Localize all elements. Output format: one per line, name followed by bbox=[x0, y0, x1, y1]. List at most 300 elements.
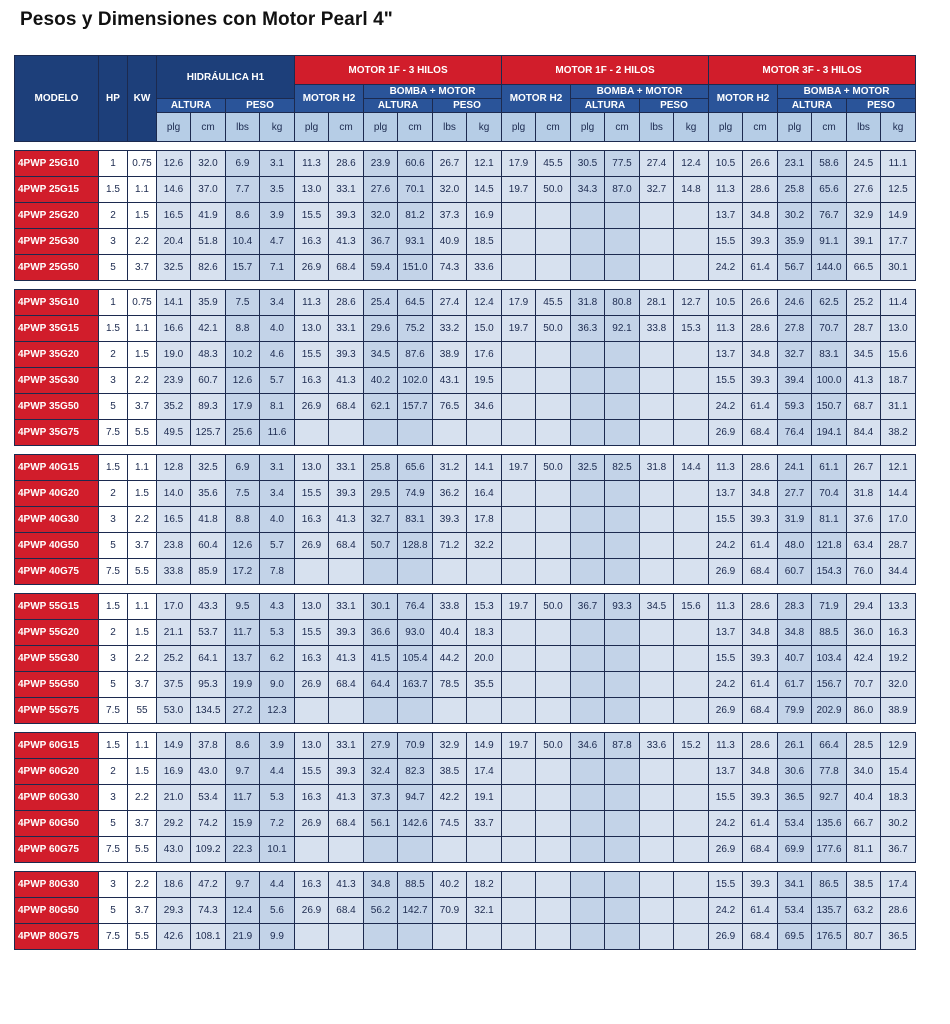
value-cell: 4.0 bbox=[260, 316, 295, 342]
value-cell: 68.4 bbox=[329, 898, 364, 924]
value-cell bbox=[536, 620, 571, 646]
value-cell bbox=[571, 342, 605, 368]
value-cell: 150.7 bbox=[812, 394, 847, 420]
value-cell bbox=[674, 924, 709, 950]
value-cell: 29.4 bbox=[847, 594, 881, 620]
value-cell: 39.3 bbox=[743, 872, 778, 898]
value-cell: 1.5 bbox=[99, 733, 128, 759]
value-cell: 142.7 bbox=[398, 898, 433, 924]
value-cell: 3 bbox=[99, 507, 128, 533]
value-cell: 5.5 bbox=[128, 837, 157, 863]
value-cell: 64.4 bbox=[364, 672, 398, 698]
value-cell bbox=[640, 507, 674, 533]
table-row bbox=[15, 368, 916, 394]
value-cell: 53.0 bbox=[157, 698, 191, 724]
value-cell: 3.5 bbox=[260, 177, 295, 203]
header-hidraulica: HIDRÁULICA H1 bbox=[157, 56, 295, 99]
table-row bbox=[15, 898, 916, 924]
value-cell bbox=[605, 646, 640, 672]
value-cell: 81.1 bbox=[812, 507, 847, 533]
value-cell: 25.2 bbox=[157, 646, 191, 672]
table-row bbox=[15, 342, 916, 368]
value-cell: 38.9 bbox=[433, 342, 467, 368]
value-cell: 19.7 bbox=[502, 455, 536, 481]
value-cell: 28.6 bbox=[329, 151, 364, 177]
model-cell: 4PWP 80G30 bbox=[15, 872, 99, 898]
value-cell: 14.1 bbox=[157, 290, 191, 316]
value-cell: 144.0 bbox=[812, 255, 847, 281]
value-cell bbox=[674, 203, 709, 229]
value-cell: 2.2 bbox=[128, 507, 157, 533]
value-cell bbox=[640, 672, 674, 698]
value-cell: 135.6 bbox=[812, 811, 847, 837]
value-cell bbox=[467, 559, 502, 585]
value-cell bbox=[398, 837, 433, 863]
table-row bbox=[15, 924, 916, 950]
value-cell: 68.4 bbox=[743, 559, 778, 585]
value-cell bbox=[605, 559, 640, 585]
value-cell: 21.1 bbox=[157, 620, 191, 646]
value-cell: 10.4 bbox=[226, 229, 260, 255]
value-cell: 26.9 bbox=[295, 898, 329, 924]
value-cell: 11.3 bbox=[295, 151, 329, 177]
header-bomba-motor: BOMBA + MOTOR bbox=[571, 85, 709, 99]
value-cell: 70.7 bbox=[847, 672, 881, 698]
value-cell: 81.1 bbox=[847, 837, 881, 863]
value-cell: 15.5 bbox=[295, 203, 329, 229]
value-cell bbox=[433, 420, 467, 446]
value-cell: 26.9 bbox=[295, 255, 329, 281]
value-cell: 41.3 bbox=[329, 507, 364, 533]
value-cell: 15.6 bbox=[881, 342, 916, 368]
header-altura: ALTURA bbox=[571, 99, 640, 113]
value-cell: 32.0 bbox=[881, 672, 916, 698]
value-cell: 11.3 bbox=[709, 594, 743, 620]
value-cell: 36.7 bbox=[881, 837, 916, 863]
value-cell: 2.2 bbox=[128, 872, 157, 898]
value-cell: 68.4 bbox=[329, 394, 364, 420]
value-cell: 7.5 bbox=[99, 837, 128, 863]
value-cell bbox=[502, 620, 536, 646]
value-cell: 27.6 bbox=[847, 177, 881, 203]
value-cell: 36.5 bbox=[778, 785, 812, 811]
value-cell: 16.3 bbox=[295, 872, 329, 898]
value-cell: 65.6 bbox=[398, 455, 433, 481]
value-cell: 3.1 bbox=[260, 151, 295, 177]
value-cell: 30.2 bbox=[778, 203, 812, 229]
value-cell: 39.4 bbox=[778, 368, 812, 394]
header-bomba-motor: BOMBA + MOTOR bbox=[778, 85, 916, 99]
value-cell: 61.4 bbox=[743, 533, 778, 559]
value-cell: 76.0 bbox=[847, 559, 881, 585]
value-cell: 41.3 bbox=[329, 785, 364, 811]
table-row bbox=[15, 811, 916, 837]
table-row bbox=[15, 229, 916, 255]
value-cell: 13.7 bbox=[709, 203, 743, 229]
value-cell: 42.4 bbox=[847, 646, 881, 672]
value-cell: 15.5 bbox=[295, 620, 329, 646]
value-cell bbox=[605, 507, 640, 533]
value-cell bbox=[295, 420, 329, 446]
value-cell bbox=[329, 698, 364, 724]
value-cell: 19.5 bbox=[467, 368, 502, 394]
value-cell bbox=[571, 533, 605, 559]
value-cell: 1.1 bbox=[128, 316, 157, 342]
value-cell: 32.9 bbox=[433, 733, 467, 759]
value-cell: 2 bbox=[99, 203, 128, 229]
table-row bbox=[15, 533, 916, 559]
unit-header-plg: plg bbox=[571, 113, 605, 142]
value-cell: 56.7 bbox=[778, 255, 812, 281]
value-cell: 60.6 bbox=[398, 151, 433, 177]
value-cell: 74.2 bbox=[191, 811, 226, 837]
value-cell bbox=[674, 229, 709, 255]
value-cell: 58.6 bbox=[812, 151, 847, 177]
value-cell: 13.7 bbox=[709, 759, 743, 785]
value-cell: 27.4 bbox=[640, 151, 674, 177]
value-cell: 14.4 bbox=[674, 455, 709, 481]
table-row bbox=[15, 620, 916, 646]
value-cell bbox=[467, 420, 502, 446]
value-cell bbox=[502, 698, 536, 724]
value-cell bbox=[398, 924, 433, 950]
value-cell bbox=[605, 394, 640, 420]
value-cell: 39.3 bbox=[743, 368, 778, 394]
model-cell: 4PWP 35G50 bbox=[15, 394, 99, 420]
value-cell: 4.4 bbox=[260, 759, 295, 785]
value-cell bbox=[674, 898, 709, 924]
value-cell: 32.5 bbox=[191, 455, 226, 481]
value-cell: 28.7 bbox=[881, 533, 916, 559]
value-cell: 26.1 bbox=[778, 733, 812, 759]
value-cell bbox=[398, 698, 433, 724]
value-cell: 15.6 bbox=[674, 594, 709, 620]
value-cell: 11.3 bbox=[295, 290, 329, 316]
value-cell: 27.7 bbox=[778, 481, 812, 507]
unit-header-cm: cm bbox=[329, 113, 364, 142]
value-cell: 17.9 bbox=[502, 151, 536, 177]
value-cell: 13.0 bbox=[295, 733, 329, 759]
value-cell bbox=[502, 872, 536, 898]
value-cell: 41.3 bbox=[329, 872, 364, 898]
value-cell: 1 bbox=[99, 290, 128, 316]
value-cell: 29.2 bbox=[157, 811, 191, 837]
value-cell: 35.9 bbox=[778, 229, 812, 255]
value-cell bbox=[605, 898, 640, 924]
value-cell bbox=[502, 533, 536, 559]
value-cell: 48.0 bbox=[778, 533, 812, 559]
value-cell: 39.3 bbox=[743, 646, 778, 672]
value-cell: 70.9 bbox=[398, 733, 433, 759]
value-cell: 15.3 bbox=[467, 594, 502, 620]
value-cell: 92.1 bbox=[605, 316, 640, 342]
value-cell: 74.9 bbox=[398, 481, 433, 507]
value-cell: 12.5 bbox=[881, 177, 916, 203]
value-cell: 16.3 bbox=[295, 646, 329, 672]
value-cell: 10.5 bbox=[709, 290, 743, 316]
value-cell: 27.6 bbox=[364, 177, 398, 203]
value-cell bbox=[605, 368, 640, 394]
value-cell: 92.7 bbox=[812, 785, 847, 811]
value-cell: 27.9 bbox=[364, 733, 398, 759]
value-cell: 82.3 bbox=[398, 759, 433, 785]
unit-header-lbs: lbs bbox=[847, 113, 881, 142]
unit-header-kg: kg bbox=[881, 113, 916, 142]
value-cell: 177.6 bbox=[812, 837, 847, 863]
value-cell: 39.3 bbox=[743, 507, 778, 533]
header-peso: PESO bbox=[640, 99, 709, 113]
value-cell bbox=[674, 507, 709, 533]
value-cell: 88.5 bbox=[398, 872, 433, 898]
value-cell: 6.9 bbox=[226, 151, 260, 177]
value-cell bbox=[295, 559, 329, 585]
value-cell: 5 bbox=[99, 811, 128, 837]
header-modelo: MODELO bbox=[15, 56, 99, 142]
value-cell bbox=[536, 533, 571, 559]
value-cell: 16.3 bbox=[295, 368, 329, 394]
model-cell: 4PWP 80G50 bbox=[15, 898, 99, 924]
value-cell: 33.2 bbox=[433, 316, 467, 342]
value-cell bbox=[536, 672, 571, 698]
value-cell: 1.5 bbox=[128, 203, 157, 229]
value-cell: 1.5 bbox=[128, 759, 157, 785]
value-cell bbox=[536, 898, 571, 924]
value-cell bbox=[571, 646, 605, 672]
unit-header-lbs: lbs bbox=[433, 113, 467, 142]
value-cell: 33.7 bbox=[467, 811, 502, 837]
value-cell: 39.3 bbox=[329, 759, 364, 785]
value-cell: 53.7 bbox=[191, 620, 226, 646]
value-cell: 11.3 bbox=[709, 733, 743, 759]
value-cell: 30.6 bbox=[778, 759, 812, 785]
value-cell: 87.0 bbox=[605, 177, 640, 203]
value-cell: 24.2 bbox=[709, 533, 743, 559]
table-row bbox=[15, 290, 916, 316]
value-cell bbox=[467, 698, 502, 724]
value-cell: 24.2 bbox=[709, 672, 743, 698]
value-cell bbox=[536, 229, 571, 255]
value-cell: 1.5 bbox=[99, 455, 128, 481]
value-cell: 68.4 bbox=[743, 420, 778, 446]
header-kw: KW bbox=[128, 56, 157, 142]
value-cell: 3 bbox=[99, 872, 128, 898]
value-cell: 12.4 bbox=[226, 898, 260, 924]
value-cell bbox=[536, 872, 571, 898]
value-cell: 9.5 bbox=[226, 594, 260, 620]
value-cell bbox=[536, 420, 571, 446]
value-cell: 35.5 bbox=[467, 672, 502, 698]
value-cell: 2 bbox=[99, 620, 128, 646]
value-cell bbox=[674, 559, 709, 585]
value-cell: 17.6 bbox=[467, 342, 502, 368]
table-row bbox=[15, 698, 916, 724]
value-cell: 7.8 bbox=[260, 559, 295, 585]
value-cell: 154.3 bbox=[812, 559, 847, 585]
value-cell: 33.6 bbox=[640, 733, 674, 759]
value-cell: 4.3 bbox=[260, 594, 295, 620]
model-cell: 4PWP 60G15 bbox=[15, 733, 99, 759]
value-cell: 9.0 bbox=[260, 672, 295, 698]
value-cell bbox=[571, 759, 605, 785]
value-cell bbox=[605, 872, 640, 898]
value-cell: 3 bbox=[99, 229, 128, 255]
value-cell: 10.5 bbox=[709, 151, 743, 177]
model-cell: 4PWP 40G20 bbox=[15, 481, 99, 507]
value-cell: 33.1 bbox=[329, 316, 364, 342]
value-cell bbox=[640, 924, 674, 950]
value-cell: 93.1 bbox=[398, 229, 433, 255]
value-cell: 16.3 bbox=[295, 507, 329, 533]
value-cell: 12.6 bbox=[226, 368, 260, 394]
unit-header-plg: plg bbox=[502, 113, 536, 142]
value-cell: 12.4 bbox=[674, 151, 709, 177]
value-cell: 5.5 bbox=[128, 420, 157, 446]
value-cell: 10.2 bbox=[226, 342, 260, 368]
value-cell: 28.3 bbox=[778, 594, 812, 620]
value-cell: 19.2 bbox=[881, 646, 916, 672]
value-cell: 23.9 bbox=[364, 151, 398, 177]
table-row bbox=[15, 455, 916, 481]
value-cell: 135.7 bbox=[812, 898, 847, 924]
unit-header-plg: plg bbox=[295, 113, 329, 142]
value-cell: 68.4 bbox=[329, 811, 364, 837]
value-cell: 37.5 bbox=[157, 672, 191, 698]
value-cell: 2 bbox=[99, 342, 128, 368]
value-cell bbox=[605, 420, 640, 446]
value-cell: 91.1 bbox=[812, 229, 847, 255]
value-cell: 34.3 bbox=[571, 177, 605, 203]
value-cell: 25.8 bbox=[364, 455, 398, 481]
unit-header-kg: kg bbox=[260, 113, 295, 142]
value-cell: 23.9 bbox=[157, 368, 191, 394]
value-cell: 68.4 bbox=[743, 924, 778, 950]
value-cell: 64.5 bbox=[398, 290, 433, 316]
value-cell: 32.0 bbox=[191, 151, 226, 177]
value-cell: 53.4 bbox=[778, 811, 812, 837]
value-cell: 61.4 bbox=[743, 672, 778, 698]
value-cell bbox=[295, 698, 329, 724]
value-cell: 17.0 bbox=[881, 507, 916, 533]
value-cell: 40.4 bbox=[433, 620, 467, 646]
value-cell bbox=[605, 229, 640, 255]
value-cell bbox=[640, 559, 674, 585]
value-cell bbox=[640, 759, 674, 785]
value-cell: 14.4 bbox=[881, 481, 916, 507]
value-cell bbox=[502, 646, 536, 672]
value-cell: 60.4 bbox=[191, 533, 226, 559]
value-cell: 78.5 bbox=[433, 672, 467, 698]
value-cell: 18.7 bbox=[881, 368, 916, 394]
value-cell bbox=[674, 837, 709, 863]
value-cell: 48.3 bbox=[191, 342, 226, 368]
value-cell bbox=[536, 481, 571, 507]
value-cell: 31.1 bbox=[881, 394, 916, 420]
value-cell: 163.7 bbox=[398, 672, 433, 698]
value-cell: 81.2 bbox=[398, 203, 433, 229]
value-cell bbox=[674, 533, 709, 559]
value-cell: 151.0 bbox=[398, 255, 433, 281]
value-cell: 76.4 bbox=[398, 594, 433, 620]
value-cell: 25.2 bbox=[847, 290, 881, 316]
value-cell: 10.1 bbox=[260, 837, 295, 863]
value-cell: 30.5 bbox=[571, 151, 605, 177]
value-cell: 33.8 bbox=[433, 594, 467, 620]
value-cell: 121.8 bbox=[812, 533, 847, 559]
table-row bbox=[15, 316, 916, 342]
value-cell: 80.8 bbox=[605, 290, 640, 316]
value-cell bbox=[433, 698, 467, 724]
value-cell bbox=[571, 481, 605, 507]
value-cell: 19.1 bbox=[467, 785, 502, 811]
value-cell: 75.2 bbox=[398, 316, 433, 342]
model-cell: 4PWP 25G20 bbox=[15, 203, 99, 229]
value-cell: 5 bbox=[99, 255, 128, 281]
value-cell bbox=[640, 394, 674, 420]
value-cell bbox=[674, 646, 709, 672]
value-cell: 24.6 bbox=[778, 290, 812, 316]
value-cell: 8.6 bbox=[226, 203, 260, 229]
value-cell: 1 bbox=[99, 151, 128, 177]
value-cell bbox=[674, 620, 709, 646]
model-cell: 4PWP 55G20 bbox=[15, 620, 99, 646]
header-bomba-motor: BOMBA + MOTOR bbox=[364, 85, 502, 99]
value-cell: 5.6 bbox=[260, 898, 295, 924]
value-cell: 108.1 bbox=[191, 924, 226, 950]
value-cell: 15.5 bbox=[709, 785, 743, 811]
value-cell: 70.7 bbox=[812, 316, 847, 342]
value-cell: 9.9 bbox=[260, 924, 295, 950]
value-cell: 40.7 bbox=[778, 646, 812, 672]
header-motor-h2: MOTOR H2 bbox=[502, 85, 571, 113]
value-cell: 38.5 bbox=[847, 872, 881, 898]
value-cell: 176.5 bbox=[812, 924, 847, 950]
header-motor-3f-3-hilos: MOTOR 3F - 3 HILOS bbox=[709, 56, 916, 85]
value-cell bbox=[502, 368, 536, 394]
value-cell bbox=[674, 698, 709, 724]
value-cell: 36.7 bbox=[364, 229, 398, 255]
value-cell: 14.6 bbox=[157, 177, 191, 203]
value-cell: 15.5 bbox=[295, 342, 329, 368]
value-cell: 3.9 bbox=[260, 733, 295, 759]
table-row bbox=[15, 646, 916, 672]
value-cell: 16.4 bbox=[467, 481, 502, 507]
value-cell bbox=[605, 759, 640, 785]
value-cell: 14.8 bbox=[674, 177, 709, 203]
value-cell: 87.6 bbox=[398, 342, 433, 368]
value-cell: 7.5 bbox=[99, 559, 128, 585]
value-cell: 68.4 bbox=[329, 255, 364, 281]
value-cell: 3 bbox=[99, 646, 128, 672]
value-cell: 15.5 bbox=[709, 229, 743, 255]
value-cell: 34.5 bbox=[640, 594, 674, 620]
value-cell bbox=[295, 924, 329, 950]
value-cell: 86.0 bbox=[847, 698, 881, 724]
value-cell: 32.2 bbox=[467, 533, 502, 559]
value-cell bbox=[640, 620, 674, 646]
value-cell: 25.6 bbox=[226, 420, 260, 446]
value-cell bbox=[329, 420, 364, 446]
table-row bbox=[15, 177, 916, 203]
value-cell: 7.5 bbox=[99, 420, 128, 446]
value-cell bbox=[502, 420, 536, 446]
value-cell: 32.5 bbox=[571, 455, 605, 481]
value-cell: 5.5 bbox=[128, 924, 157, 950]
value-cell: 128.8 bbox=[398, 533, 433, 559]
model-cell: 4PWP 25G15 bbox=[15, 177, 99, 203]
value-cell: 44.2 bbox=[433, 646, 467, 672]
value-cell: 31.8 bbox=[571, 290, 605, 316]
value-cell: 41.8 bbox=[191, 507, 226, 533]
